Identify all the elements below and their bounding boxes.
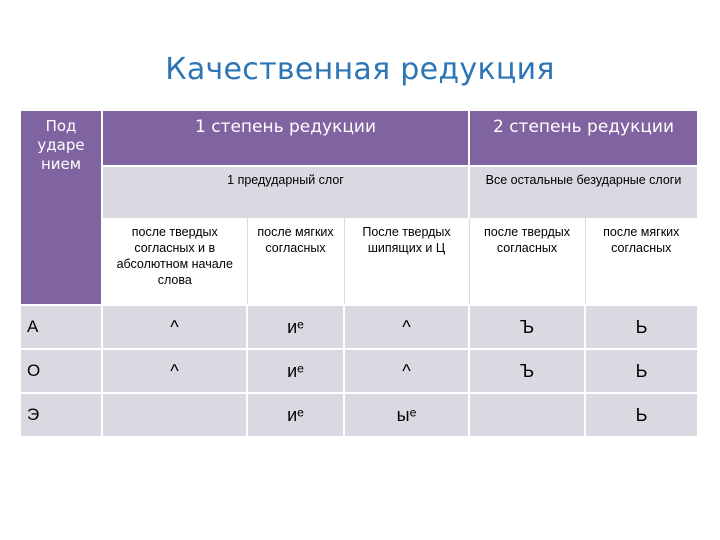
- subheader-cell: после мягких согласных: [585, 218, 697, 305]
- slide-title: Качественная редукция: [165, 52, 555, 87]
- row-label: Э: [21, 393, 102, 436]
- table-row: [21, 305, 697, 349]
- stress-header-cell: Под ударе нием: [21, 111, 102, 305]
- table-cell: Ь: [585, 349, 697, 393]
- subheader-cell: после мягких согласных: [247, 218, 344, 305]
- table-cell: Ь: [585, 305, 697, 349]
- table-cell: иᵉ: [247, 393, 344, 436]
- degree-1-header: 1 степень редукции: [102, 111, 469, 166]
- subheader-cell: после твердых согласных и в абсолютном начале слова: [102, 218, 247, 305]
- reduction-table: [21, 111, 697, 436]
- other-syllables-header: Все остальные безударные слоги: [469, 166, 697, 218]
- subheader-cell: после твердых согласных: [469, 218, 585, 305]
- table-cell: ^: [102, 305, 247, 349]
- table-cell: иᵉ: [247, 305, 344, 349]
- table-cell: ^: [102, 349, 247, 393]
- subheader-cell: После твердых шипящих и Ц: [344, 218, 469, 305]
- row-label: А: [21, 305, 102, 349]
- row-label: О: [21, 349, 102, 393]
- table-cell: ^: [344, 305, 469, 349]
- table-row: [21, 393, 697, 436]
- pretonic-syllable-header: 1 предударный слог: [102, 166, 469, 218]
- table-cell: ыᵉ: [344, 393, 469, 436]
- table-cell: Ъ: [469, 305, 585, 349]
- table-cell: [102, 393, 247, 436]
- table-cell: Ь: [585, 393, 697, 436]
- table-cell: [469, 393, 585, 436]
- degree-2-header: 2 степень редукции: [469, 111, 697, 166]
- table-cell: ^: [344, 349, 469, 393]
- table-cell: иᵉ: [247, 349, 344, 393]
- table-row: [21, 349, 697, 393]
- table-cell: Ъ: [469, 349, 585, 393]
